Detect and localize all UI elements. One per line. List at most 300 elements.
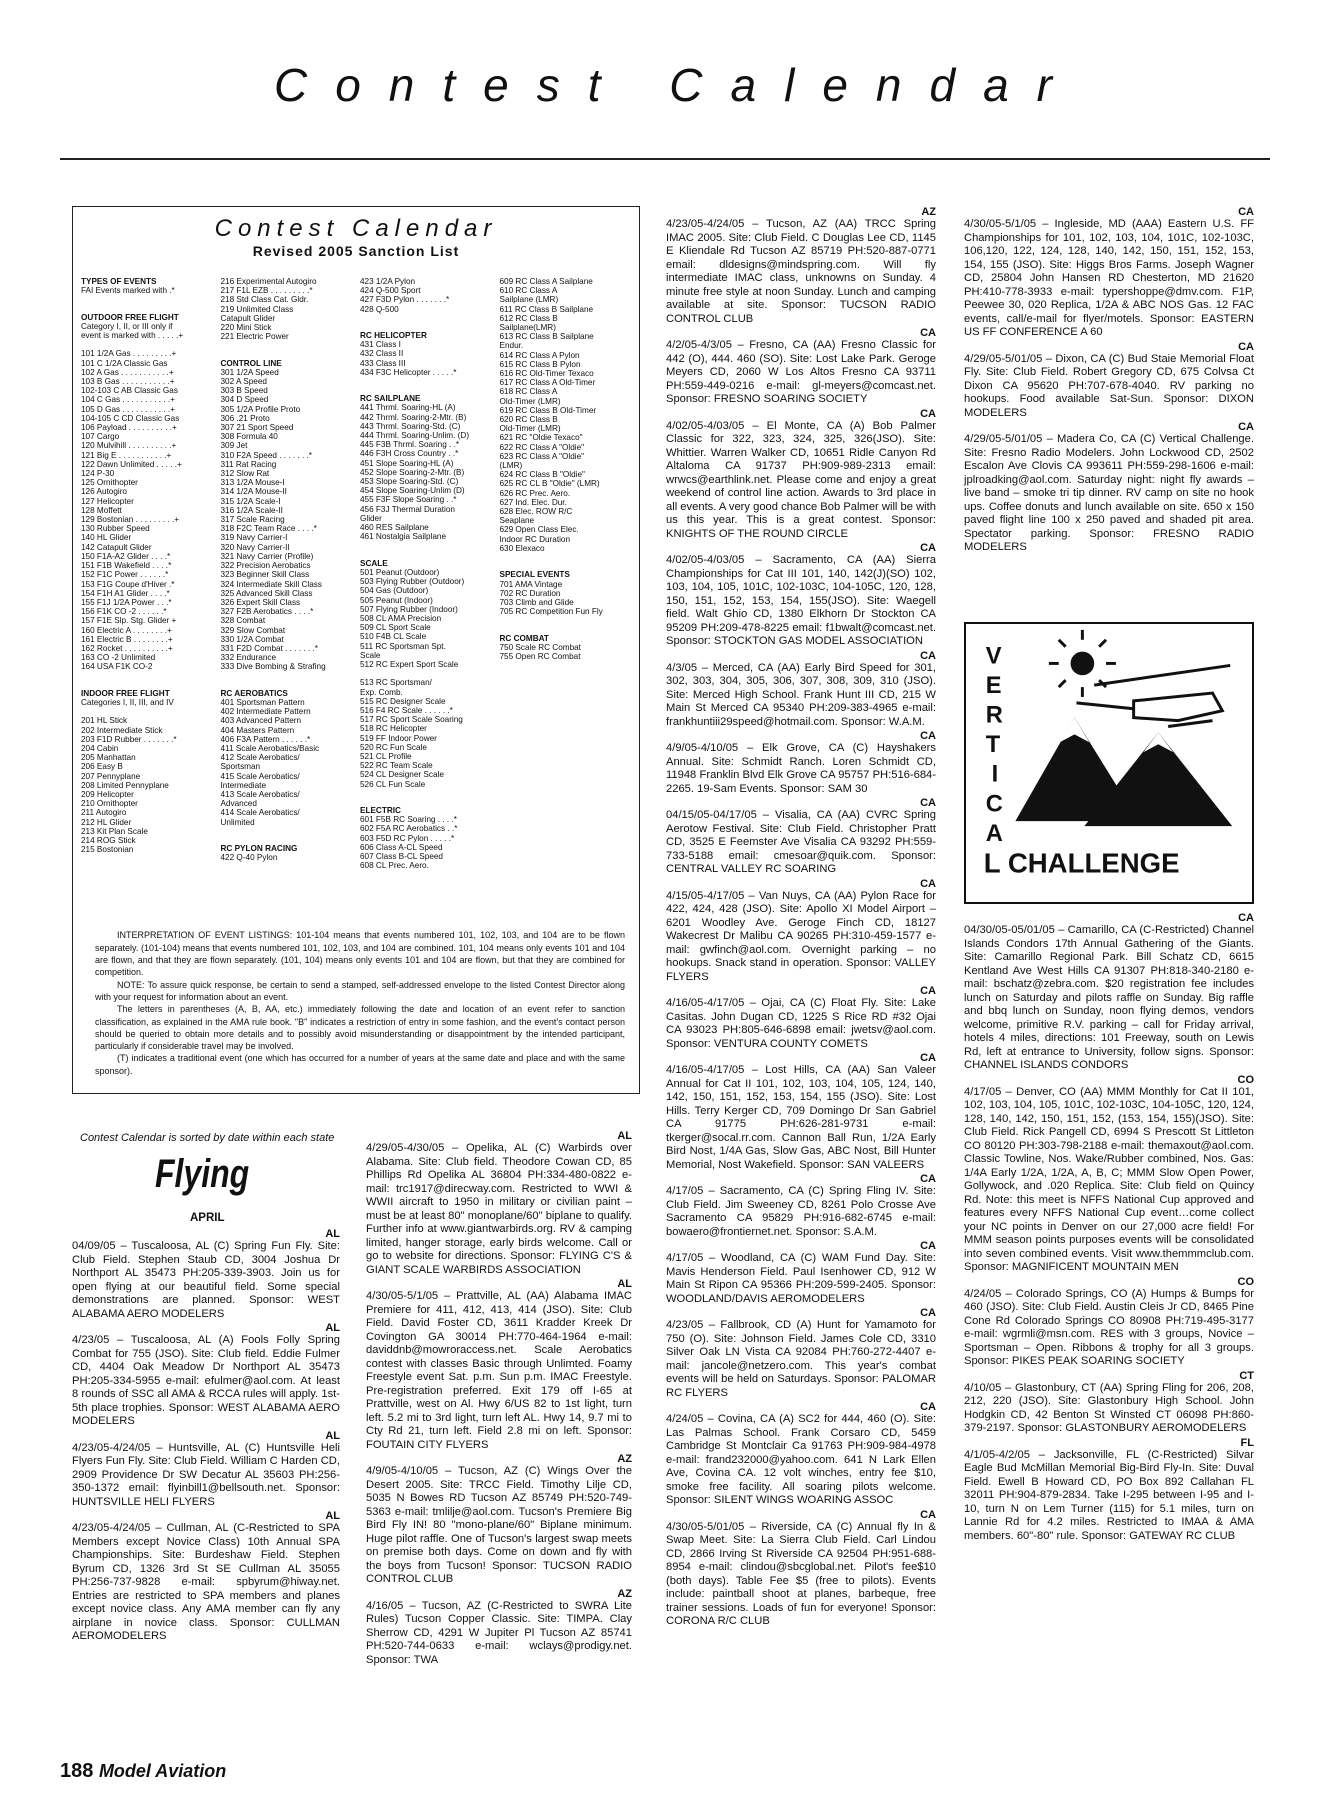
sanction-line: Categories I, II, III, and IV xyxy=(81,697,174,707)
event-listing xyxy=(366,1278,632,1452)
sanction-line: 305 1/2A Profile Proto xyxy=(220,404,301,414)
sanction-line xyxy=(360,541,492,550)
event-listing xyxy=(666,1240,936,1306)
sanction-line: 701 AMA Vintage xyxy=(499,579,563,589)
event-text: 4/29/05-5/01/05 – Madera Co, CA (C) Vertical Challenge. Site: Fresno Radio Modelers. John Lockwood CD, 2502 Escalon Ave Clovis CA 993611 PH:559-298-1606 e-mail: jplroadking@aol.com. Saturday night: night fly awards – live band – smoke tri tip dinner. RV camp on site no hook ups. Coffee donuts and lunch available on site. 650 x 150 paved flight line 100 x 250 paved and shaded pit area. Spectator parking. Sponsor: FRESNO RADIO MODELERS xyxy=(964,433,1254,553)
month-heading: APRIL xyxy=(190,1212,225,1224)
sanction-line: 319 Navy Carrier-I xyxy=(220,533,288,543)
state-code: CA xyxy=(920,797,936,809)
sanction-line: 501 Peanut (Outdoor) xyxy=(360,567,440,577)
sanction-line: 630 Elexaco xyxy=(499,543,545,553)
event-listing xyxy=(666,1307,936,1400)
state-code: CA xyxy=(920,1052,936,1064)
sanction-line: 164 USA F1K CO-2 xyxy=(81,662,153,672)
sanction-line: 627 Ind. Elec. Dur. xyxy=(499,497,567,507)
sanction-line: 415 Scale Aerobatics/ xyxy=(220,771,300,781)
sanction-line: 129 Bostonian . . . . . . . . .+ xyxy=(81,515,180,525)
sanction-line: 154 F1H A1 Glider . . . .* xyxy=(81,588,170,598)
sanction-line: 306 .21 Proto xyxy=(220,413,270,423)
event-listing xyxy=(666,408,936,542)
interpretation-notes xyxy=(95,929,625,1077)
event-text: 4/10/05 – Glastonbury, CT (AA) Spring Fling for 206, 208, 212, 220 (JSO). Site: Glastonbury High School. John Hodgkin CD, 42 Benton St Winsted CT 06098 PH:860-379-2197. Sponsor: GLASTONBURY AEROMODELERS xyxy=(964,1381,1254,1434)
state-code: CA xyxy=(1238,912,1254,924)
sanction-line: 401 Sportsman Pattern xyxy=(220,697,305,707)
state-code: AL xyxy=(325,1228,340,1240)
sanction-line: 414 Scale Aerobatics/ xyxy=(220,808,300,818)
sanction-line: INDOOR FREE FLIGHT xyxy=(81,688,170,698)
sanction-line: 203 F1D Rubber . . . . . . .* xyxy=(81,734,177,744)
sanction-line: 628 Elec. ROW R/C xyxy=(499,507,573,517)
event-listing xyxy=(964,341,1254,421)
sanction-line: RC PYLON RACING xyxy=(220,843,298,853)
sanction-line: 213 Kit Plan Scale xyxy=(81,826,148,836)
sanction-line: Old-Timer (LMR) xyxy=(499,396,561,406)
sanction-line: 452 Slope Soaring-2-Mtr. (B) xyxy=(360,467,465,477)
sanction-title: Contest Calendar xyxy=(214,215,498,242)
sanction-line: RC HELICOPTER xyxy=(360,331,427,341)
sanction-line xyxy=(360,377,492,386)
traditional-paragraph: (T) indicates a traditional event (one which has occurred for a number of years at the same date and place and with the same sponsor). xyxy=(95,1053,625,1076)
sanction-line: SCALE xyxy=(360,558,388,568)
sanction-line: Seaplane xyxy=(499,516,535,526)
event-listing xyxy=(666,542,936,649)
sanction-line: 623 RC Class A "Oldie" xyxy=(499,451,585,461)
event-text: 4/23/05 – Tuscaloosa, AL (A) Fools Folly Spring Combat for 755 (JSO). Site: Club field. Eddie Fulmer CD, 4404 Oak Meadow Dr Northport AL 35473 PH:205-334-5955 e-mail: efulmer@aol.com. At least 8 rounds of SSC all AMA & RCCA rules will apply. 1st-5th place trophies. Sponsor: WEST ALABAMA AERO MODELERS xyxy=(72,1334,340,1427)
sanction-line xyxy=(81,707,213,716)
event-listing xyxy=(964,1437,1254,1544)
page-header-title: Contest Calendar xyxy=(274,59,1080,111)
sanction-line: Exp. Comb. xyxy=(360,687,403,697)
sanction-line: 329 Slow Combat xyxy=(220,625,286,635)
event-listing xyxy=(666,1401,936,1508)
event-text: 4/16/05-4/17/05 – Lost Hills, CA (AA) San Valeer Annual for Cat II 101, 102, 103, 104, 105, 124, 140, 142, 150, 151, 152, 153, 154, 155 (JSO). Site: Lost Hills. Terry Kerger CD, 709 Domingo Dr San Gabriel CA 91775 PH:626-281-9731 e-mail: tkerger@socal.rr.com. Cannon Ball Run, 1/2A Early Bird Nost, 1/4A Gas, Slow Gas, ABC Nost, Bill Hunter Memorial, Nost Wakefield. Sponsor: SAN VALEERS xyxy=(666,1064,936,1171)
event-text: 4/23/05-4/24/05 – Huntsville, AL (C) Huntsville Heli Flyers Fun Fly. Site: Club Field. William C Harden CD, 2909 Providence Dr SW Decatur AL 35603 PH:256-350-1372 email: flyinbill1@bellsouth.net. Sponsor: HUNTSVILLE HELI FLYERS xyxy=(72,1441,340,1508)
sanction-line: 127 Helicopter xyxy=(81,496,134,506)
sanction-line: 518 RC Helicopter xyxy=(360,724,427,734)
sanction-line: 508 CL AMA Precision xyxy=(360,613,442,623)
sanction-line: 431 Class I xyxy=(360,340,401,350)
event-text: 4/1/05-4/2/05 – Jacksonville, FL (C-Restricted) Silvar Eagle Bud McMillan Memorial Big-Bird Fly-In. Site: Duval Field. Ewell B Howard CD, PO Box 892 Callahan FL 32011 PH:904-879-2834. Take I-295 between I-95 and I-10, turn N on Lem Turner (115) for 5.1 miles, turn on Lannie Rd for 4.2 miles. Restricted to IMAA & AMA members. 60"-80" rule. Sponsor: GATEWAY RC CLUB xyxy=(964,1448,1254,1542)
sanction-line: 208 Limited Pennyplane xyxy=(81,780,169,790)
sanction-line: Indoor RC Duration xyxy=(499,534,571,544)
sanction-line: 105 D Gas . . . . . . . . . . .+ xyxy=(81,404,175,414)
sanction-line: 150 F1A-A2 Glider . . . .* xyxy=(81,551,171,561)
event-listing xyxy=(366,1453,632,1587)
event-listing xyxy=(964,421,1254,555)
sanction-line: 202 Intermediate Stick xyxy=(81,725,163,735)
sanction-line: 526 CL Fun Scale xyxy=(360,779,426,789)
sanction-line: Catapult Glider xyxy=(220,313,276,323)
sanction-line: 411 Scale Aerobatics/Basic xyxy=(220,743,320,753)
sanction-line: 619 RC Class B Old-Timer xyxy=(499,405,597,415)
sanction-line: 406 F3A Pattern . . . . . .* xyxy=(220,734,311,744)
event-listing xyxy=(666,730,936,796)
state-code: CA xyxy=(920,985,936,997)
state-code: CA xyxy=(920,1401,936,1413)
sanction-line: 124 P-30 xyxy=(81,469,115,479)
event-listing xyxy=(666,797,936,877)
sanction-line: 613 RC Class B Sailplane xyxy=(499,332,594,342)
sanction-line: Unlimited xyxy=(220,817,255,827)
sanction-line: CONTROL LINE xyxy=(220,358,282,368)
state-code: AZ xyxy=(617,1453,632,1465)
sanction-line: 163 CO -2 Unlimited xyxy=(81,653,156,663)
sanction-line: 455 F3F Slope Soaring . .* xyxy=(360,495,457,505)
sanction-line: FAI Events marked with .* xyxy=(81,286,175,296)
sanction-line: 750 Scale RC Combat xyxy=(499,642,581,652)
state-code: CA xyxy=(1238,421,1254,433)
sorted-note: Contest Calendar is sorted by date within each state xyxy=(80,1132,335,1144)
sanction-line: 404 Masters Pattern xyxy=(220,725,295,735)
sanction-line: 311 Rat Racing xyxy=(220,459,277,469)
sanction-line: 413 Scale Aerobatics/ xyxy=(220,789,300,799)
sanction-line: 219 Unlimited Class xyxy=(220,304,294,314)
sanction-line: 332 Endurance xyxy=(220,653,277,663)
sanction-line: 456 F3J Thermal Duration xyxy=(360,504,455,514)
sanction-line: ELECTRIC xyxy=(360,805,401,815)
sanction-line: 204 Cabin xyxy=(81,743,119,753)
sanction-line: 423 1/2A Pylon xyxy=(360,277,416,286)
sanction-line: 101 1/2A Gas . . . . . . . . .+ xyxy=(81,349,177,359)
sanction-line: 160 Electric A . . . . . . . .+ xyxy=(81,625,172,635)
event-listing xyxy=(666,985,936,1051)
sanction-line: 142 Catapult Glider xyxy=(81,542,152,552)
column-1 xyxy=(72,1228,340,1645)
sanction-line: 610 RC Class A xyxy=(499,286,558,296)
sanction-line: 424 Q-500 Sport xyxy=(360,286,421,296)
state-code: AZ xyxy=(617,1587,632,1600)
sanction-line: 217 F1L EZB . . . . . . . . .* xyxy=(220,286,313,296)
sanction-line: 323 Beginner Skill Class xyxy=(220,570,310,580)
sanction-line: 412 Scale Aerobatics/ xyxy=(220,753,300,763)
sanction-line: 125 Ornithopter xyxy=(81,478,138,488)
sanction-line: 521 CL Profile xyxy=(360,751,412,761)
state-code: CA xyxy=(920,407,936,420)
event-text: 4/29/05-4/30/05 – Opelika, AL (C) Warbirds over Alabama. Site: Club field. Theodore Cowan CD, 85 Phillips Rd Opelika AL 36804 PH:334-480-0822 e-mail: trc1917@direcway.com. Restricted to WWI & WWII aircraft to 1950 in military or civilian paint – must be at least 80" monoplane/60" biplane to qualify. Further info at www.giantwarbirds.org. RV & camping limited, hanger storage, early birds welcome. Call or go to website for directions. Sponsor: FLYING C'S & GIANT SCALE WARBIRDS ASSOCIATION xyxy=(366,1142,632,1276)
sanction-line: 107 Cargo xyxy=(81,432,120,442)
sanction-line: Intermediate xyxy=(220,780,267,790)
sanction-line: 617 RC Class A Old-Timer xyxy=(499,378,596,388)
sanction-line: 422 Q-40 Pylon xyxy=(220,853,278,863)
sanction-line xyxy=(221,827,353,836)
column-3 xyxy=(666,206,936,1630)
vertical-challenge-ad xyxy=(964,622,1254,904)
sanction-line: (LMR) xyxy=(499,461,523,471)
sanction-line: 104 C Gas . . . . . . . . . . .+ xyxy=(81,395,175,405)
state-code: CA xyxy=(920,1508,936,1521)
sanction-line: 512 RC Expert Sport Scale xyxy=(360,659,459,669)
sanction-line: 522 RC Team Scale xyxy=(360,761,433,771)
sanction-line: 301 1/2A Speed xyxy=(220,367,279,377)
sanction-line: 624 RC Class B "Oldie" xyxy=(499,470,585,480)
sanction-line: 207 Pennyplane xyxy=(81,771,141,781)
sanction-line: 507 Flying Rubber (Indoor) xyxy=(360,604,458,614)
sanction-line: 310 F2A Speed . . . . . . .* xyxy=(220,450,312,460)
event-text: 4/17/05 – Denver, CO (AA) MMM Monthly for Cat II 101, 102, 103, 104, 105, 101C, 102-103C, 104-105C, 120, 124, 128, 140, 142, 150, 151, 152, (153, 154, 155)(JSO). Site: Club Field. Rick Pangell CD, 6994 S Prescott St Littleton CO 80120 PH:303-798-2188 e-mail: themaxout@aol.com. Classic Towline, Nos. Wake/Rubber combined, Nos. Gas: 1/4A Early 1/2A, 1/2A, A, B, C; MMM Slow Open Power, Gollywock, and .020 Replica. Site: Club field on Quincy Rd. Note: this meet is NFFS National Cup approved and features every NFFS National Cup event…come collect your NC points in Denver on our 27,000 acre field! For MMM season points purposes events will be consolidated into seven combined events. Visit www.themmmclub.com. Sponsor: MAGNIFICENT MOUNTAIN MEN xyxy=(964,1085,1254,1273)
event-listing xyxy=(72,1322,340,1429)
sanction-line: Old-Timer (LMR) xyxy=(499,424,561,434)
sanction-line: 443 Thrml. Soaring-Std. (C) xyxy=(360,421,461,431)
event-listing xyxy=(964,1074,1254,1275)
page-number: 188 xyxy=(60,1760,94,1782)
sanction-line: 403 Advanced Pattern xyxy=(220,716,302,726)
event-text: 4/24/05 – Colorado Springs, CO (A) Humps & Bumps for 460 (JSO). Site: Club Field. Austin Cleis Jr CD, 8465 Pine Cone Rd Colorado Springs CO 80908 PH:719-495-3177 e-mail: wgrmli@msn.com. RES with 3 groups, Novice – Sportsman – Open. Ribbons & trophy for all 3 groups. Sponsor: PIKES PEAK SOARING SOCIETY xyxy=(964,1287,1254,1367)
state-code: CA xyxy=(920,542,936,554)
state-code: CA xyxy=(920,877,936,890)
event-text: 04/09/05 – Tuscaloosa, AL (C) Spring Fun Fly. Site: Club Field. Stephen Staub CD, 3004 Joshua Dr Northport AL 35473 PH:205-339-3903. Join us for open flying at our beautiful field. Some special demonstrations are planned. Sponsor: WEST ALABAMA AERO MODELERS xyxy=(72,1240,340,1320)
event-listing xyxy=(964,912,1254,1073)
sanction-column-3 xyxy=(360,277,492,870)
sanction-line: RC COMBAT xyxy=(499,633,549,643)
sanction-line: 755 Open RC Combat xyxy=(499,651,581,661)
sanction-line: 504 Gas (Outdoor) xyxy=(360,586,429,596)
svg-text:R: R xyxy=(985,702,1003,729)
sanction-line xyxy=(81,672,213,681)
sanction-line: 625 RC CL B "Oldie" (LMR) xyxy=(499,479,600,489)
sanction-line: 331 F2D Combat . . . . . . .* xyxy=(220,643,318,653)
sanction-line: 122 Dawn Unlimited . . . . .+ xyxy=(81,459,182,469)
challenge-text: L CHALLENGE xyxy=(983,847,1180,879)
sanction-line: 445 F3B Thrml. Soaring . .* xyxy=(360,440,460,450)
sanction-line: 446 F3H Cross Country . .* xyxy=(360,449,459,459)
sanction-line: Scale xyxy=(360,650,381,660)
sanction-line: 622 RC Class A "Oldie" xyxy=(499,442,585,452)
svg-text:A: A xyxy=(985,820,1003,847)
sanction-line: 629 Open Class Elec. xyxy=(499,525,579,535)
sanction-line: 210 Ornithopter xyxy=(81,799,138,809)
event-text: 4/17/05 – Sacramento, CA (C) Spring Fling IV. Site: Club Field. Jim Sweeney CD, 8261 Polo Crosse Ave Sacramento CA 95829 PH:916-682-6745 e-mail: bowaero@frontiernet.net. Sponsor: S.A.M. xyxy=(666,1185,936,1238)
sanction-line: 442 Thrml. Soaring-2-Mtr. (B) xyxy=(360,412,467,422)
state-code: AL xyxy=(325,1429,340,1442)
sanction-line: 218 Std Class Cat. Gldr. xyxy=(220,295,309,305)
page-footer xyxy=(60,1760,226,1783)
sanction-line: 316 1/2A Scale-II xyxy=(220,505,283,515)
sanction-line: 307 21 Sport Speed xyxy=(220,423,294,433)
sanction-line: 206 Easy B xyxy=(81,762,123,772)
sanction-line: 102-103 C AB Classic Gas xyxy=(81,386,178,396)
state-code: AZ xyxy=(921,206,936,218)
sanction-line: 161 Electric B . . . . . . . .+ xyxy=(81,634,173,644)
sanction-line: 608 CL Prec. Aero. xyxy=(360,861,429,871)
event-listing xyxy=(666,650,936,730)
vertical-challenge-logo xyxy=(966,624,1252,902)
sanction-line: 602 F5A RC Aerobatics . .* xyxy=(360,824,458,834)
sanction-line: TYPES OF EVENTS xyxy=(81,277,157,286)
sanction-line: 517 RC Sport Scale Soaring xyxy=(360,715,463,725)
sanction-line: 312 Slow Rat xyxy=(220,469,270,479)
sanction-line: OUTDOOR FREE FLIGHT xyxy=(81,312,179,322)
sanction-line: 434 F3C Helicopter . . . . .* xyxy=(360,367,457,377)
sanction-line: SPECIAL EVENTS xyxy=(499,570,570,580)
sanction-line: 427 F3D Pylon . . . . . . .* xyxy=(360,295,450,305)
sanction-line: 309 Jet xyxy=(220,441,248,451)
sanction-line: 314 1/2A Mouse-II xyxy=(220,487,287,497)
sanction-line: 333 Dive Bombing & Strafing xyxy=(220,662,326,672)
sanction-line: 324 Intermediate Skill Class xyxy=(220,579,322,589)
sanction-line: 441 Thrml. Soaring-HL (A) xyxy=(360,403,456,413)
event-listing xyxy=(964,206,1254,340)
event-listing xyxy=(72,1228,340,1321)
sanction-line: 313 1/2A Mouse-I xyxy=(220,478,285,488)
event-text: 4/02/05-4/03/05 – Sacramento, CA (AA) Sierra Championships for Cat III 101, 140, 142(J)(SO) 102, 103, 104, 105, 101C, 102-103C, 104-105C, 120, 128, 150, 151, 152, 153, 154, 155(JSO). Site: Waegell field. Walt Ghio CD, 1380 Elkhorn Dr Stockton CA 95209 PH:209-478-8225 email: f1bwalt@comcast.net. Sponsor: STOCKTON GAS MODEL ASSOCIATION xyxy=(666,554,936,647)
sanction-column-2 xyxy=(221,277,353,870)
sanction-line: 303 B Speed xyxy=(220,386,268,396)
state-code: CO xyxy=(1237,1275,1254,1288)
sanction-line: 505 Peanut (Indoor) xyxy=(360,595,433,605)
sanction-line: Category I, II, or III only if xyxy=(81,321,173,331)
note-paragraph: NOTE: To assure quick response, be certain to send a stamped, self-addressed envelope to the listed Contest Director along with your request for information about an event. xyxy=(95,979,625,1002)
event-listing xyxy=(72,1510,340,1644)
event-text: 4/02/05-4/03/05 – El Monte, CA (A) Bob Palmer Classic for 322, 323, 324, 325, 326(JSO). Site: Whittier. Warren Walker CD, 10651 Ridle Canyon Rd Altaloma CA 91737 PH:909-989-2313 email: wrwcs@earthlink.net. Please come and enjoy a great weekend of control line action. Awards to 3rd place in all events. A very good chance Bob Palmer will be with us this year. This is a great contest. Sponsor: KNIGHTS OF THE ROUND CIRCLE xyxy=(666,419,936,540)
sanction-column-4 xyxy=(500,277,632,870)
event-listing xyxy=(366,1588,632,1668)
sanction-line: RC AEROBATICS xyxy=(220,688,288,698)
event-text: 4/23/05-4/24/05 – Cullman, AL (C-Restricted to SPA Members except Novice Class) 10th Annual SPA Championships. Site: Burdeshaw Field. Stephen Byrum CD, 1326 3rd St SE Cullman AL 35055 PH:256-737-9828 e-mail: spbyrum@hiway.net. Entries are restricted to SPA members and planes except novice class. Any AMA member can fly any airplane in novice class. Sponsor: CULLMAN AEROMODELERS xyxy=(72,1522,340,1642)
sanction-line: 601 F5B RC Soaring . . . .* xyxy=(360,815,457,825)
sanction-line: 106 Payload . . . . . . . . . .+ xyxy=(81,423,177,433)
sanction-line xyxy=(500,553,632,562)
event-text: 4/9/05-4/10/05 – Tucson, AZ (C) Wings Over the Desert 2005. Site: TRCC Field. Timothy Lilje CD, 5035 N Bowes RD Tucson AZ 85749 PH:520-749-5363 e-mail: tmlilje@aol.com. Tucson's Premiere Big Bird Fly IN! 80 "mono-plane/60" Biplane minimum. Huge pilot raffle. One of Tucson's largest swap meets on premise both days. Come on down and fly with the boys from Tucson! Sponsor: TUCSON RADIO CONTROL CLUB xyxy=(366,1465,632,1585)
svg-text:E: E xyxy=(985,673,1002,700)
event-text: 4/2/05-4/3/05 – Fresno, CA (AA) Fresno Classic for 442 (O), 444. 460 (SO). Site: Lost Lake Park. Geroge Meyers CD, 2060 W Los Altos Fresno CA 93711 PH:559-449-0216 e-mail: gl-meyers@comcast.net. Sponsor: FRESNO SOARING SOCIETY xyxy=(666,339,936,405)
sanction-line: 612 RC Class B xyxy=(499,313,558,323)
sanction-column-1 xyxy=(81,277,213,870)
vertical-letters xyxy=(986,643,1003,846)
event-text: 4/24/05 – Covina, CA (A) SC2 for 444, 460 (O). Site: Las Palmas School. Frank Corsaro CD, 5459 Cambridge St Montclair Ca 91763 PH:909-984-4978 e-mail: frand232000@yahoo.com. 641 N Lark Ellen Ave, Covina CA. 12 volt winches, entry fee $10, smoke free facility. All soaring pilots welcome. Sponsor: SILENT WINGS WOARING ASSOC xyxy=(666,1413,936,1506)
sanction-line: 327 F2B Aerobatics . . . .* xyxy=(220,607,314,617)
sanction-line: 152 F1C Power . . . . . .* xyxy=(81,570,169,580)
event-text: 4/23/05 – Fallbrook, CD (A) Hunt for Yamamoto for 750 (O). Site: Johnson Field. James Cole CD, 3310 Silver Oak LN Vista CA 92084 PH:760-272-4407 e-mail: jancole@netzero.com. This year's combat events will be held on Saturdays. Sponsor: PALOMAR RC FLYERS xyxy=(666,1319,936,1399)
header-rule xyxy=(60,158,1270,160)
sanction-line: 615 RC Class B Pylon xyxy=(499,359,581,369)
event-listing xyxy=(666,1509,936,1629)
sanction-line: 702 RC Duration xyxy=(499,588,561,598)
sanction-line: Sailplane (LMR) xyxy=(499,295,559,305)
sanction-line xyxy=(221,341,353,350)
sanction-line: 705 RC Competition Fun Fly xyxy=(499,607,603,617)
sanction-line: 302 A Speed xyxy=(220,377,267,387)
event-text: 4/16/05-4/17/05 – Ojai, CA (C) Float Fly. Site: Lake Casitas. John Dugan CD, 1225 S Rice RD #32 Ojai CA 93023 PH:805-646-6898 email: jwetsv@aol.com. Sponsor: VENTURA COUNTY COMETS xyxy=(666,997,936,1050)
event-listing xyxy=(666,878,936,985)
sanction-line: 402 Intermediate Pattern xyxy=(220,707,311,717)
event-listing xyxy=(964,1370,1254,1436)
event-text: 4/15/05-4/17/05 – Van Nuys, CA (AA) Pylon Race for 422, 424, 428 (JSO). Site: Apollo XI Model Airport – 6201 Woodley Ave. Geroge Finch CD, 18127 Wakecrest Dr Malibu CA 90265 PH:310-459-1577 e-mail: gwfinch@aol.com. Overnight parking – no hookups. Snack stand in operation. Sponsor: VALLEY FLYERS xyxy=(666,889,936,983)
event-listing xyxy=(666,206,936,326)
sanction-line: 428 Q-500 xyxy=(360,304,399,314)
sanction-line: 620 RC Class B xyxy=(499,415,558,425)
sanction-line: 515 RC Designer Scale xyxy=(360,696,446,706)
sanction-line: 509 CL Sport Scale xyxy=(360,623,431,633)
sanction-line: 220 Mini Stick xyxy=(220,323,272,333)
sanction-line: 128 Moffett xyxy=(81,505,122,515)
sanction-line: 461 Nostalgia Sailplane xyxy=(360,532,447,542)
sanction-line: 322 Precision Aerobatics xyxy=(220,561,311,571)
sanction-line: 510 F4B CL Scale xyxy=(360,632,427,642)
svg-text:V: V xyxy=(985,643,1002,670)
sanction-line: 121 Big E . . . . . . . . . . .+ xyxy=(81,450,172,460)
event-listing xyxy=(72,1430,340,1510)
event-listing xyxy=(666,1052,936,1172)
sanction-line: Sailplane(LMR) xyxy=(499,323,556,333)
sanction-line: 444 Thrml. Soaring-Unlim. (D) xyxy=(360,431,470,441)
svg-text:T: T xyxy=(985,732,1001,759)
sanction-line: 609 RC Class A Sailplane xyxy=(499,277,593,286)
sanction-line: 520 RC Fun Scale xyxy=(360,742,427,752)
sanction-line: RC SAILPLANE xyxy=(360,394,421,404)
state-code: CA xyxy=(920,1307,936,1319)
state-code: CT xyxy=(1239,1369,1254,1382)
sanction-line: 308 Formula 40 xyxy=(220,432,278,442)
interpretation-paragraph: INTERPRETATION OF EVENT LISTINGS: 101-104 means that events numbered 101, 102, 103, and 104 are to be flown separately. (101-104) means that events numbered 101, 102, 103, and 104 are combined. 101, 104 means only events 101 and 104 are flown, and that they are flown separately. (101, 104) means only events 101 and 104 are flown, but that they are combined for competition. xyxy=(95,930,625,978)
sanction-line xyxy=(221,672,353,681)
sanction-line: 511 RC Sportsman Spt. xyxy=(360,641,446,651)
event-text: 4/29/05-5/01/05 – Dixon, CA (C) Bud Staie Memorial Float Fly. Site: Club Field. Robert Gregory CD, 675 Colvsa Ct Dixon CA 95620 PH:707-678-4040. RV parking no hookups. Food available Sat-Sun. Sponsor: DIXON MODELERS xyxy=(964,352,1254,419)
sanction-line: 157 F1E Slp. Stg. Glider + xyxy=(81,616,177,626)
event-listing xyxy=(666,327,936,407)
sanction-line: 607 Class B-CL Speed xyxy=(360,851,443,861)
sanction-line: 126 Autogiro xyxy=(81,487,127,497)
sanction-line: 618 RC Class A xyxy=(499,387,558,397)
sanction-line: 201 HL Stick xyxy=(81,716,128,726)
state-code: CA xyxy=(920,730,936,742)
magazine-name: Model Aviation xyxy=(98,1761,227,1781)
state-code: CA xyxy=(1238,340,1254,353)
event-text: 4/30/05-5/01/05 – Riverside, CA (C) Annual fly In & Swap Meet. Site: La Sierra Club Field. Carl Lindou CD, 2866 Irving St Riverside CA 92504 PH:951-688-8954 e-mail: clindou@sbcglobal.net. Pilot's fee$10 (both days). Table Fee $5 (free to pilots). Events include: paintball shoot at planes, barbeque, free trainer sessions. Loads of fun for everyone! Sponsor: CORONA R/C CLUB xyxy=(666,1520,936,1627)
sanction-line: 454 Slope Soaring-Unlim (D) xyxy=(360,486,465,496)
sanction-line: 104-105 C CD Classic Gas xyxy=(81,413,180,423)
sanction-line: 703 Climb and Glide xyxy=(499,597,574,607)
state-code: CO xyxy=(1237,1073,1254,1086)
sanction-line: 153 F1G Coupe d'Hiver .* xyxy=(81,579,175,589)
sanction-line: 215 Bostonian xyxy=(81,845,134,855)
sanction-line: 155 F1J 1/2A Power . . .* xyxy=(81,597,172,607)
column-5 xyxy=(964,912,1254,1544)
column-4 xyxy=(964,206,1254,556)
sanction-line: 205 Manhattan xyxy=(81,753,136,763)
sanction-line: 519 FF Indoor Power xyxy=(360,733,437,743)
sanction-line: 221 Electric Power xyxy=(220,332,289,342)
sanction-line: 330 1/2A Combat xyxy=(220,634,284,644)
sanction-line: 524 CL Designer Scale xyxy=(360,770,444,780)
sanction-line: 318 F2C Team Race . . . .* xyxy=(220,524,317,534)
sanction-line: Advanced xyxy=(220,799,257,809)
state-code: CA xyxy=(920,649,936,662)
event-text: 4/16/05 – Tucson, AZ (C-Restricted to SWRA Lite Rules) Tucson Copper Classic. Site: TIMPA. Clay Sherrow CD, 4291 W Jupiter Pl Tucson AZ 85741 PH:520-744-0633 e-mail: wclays@prodigy.net. Sponsor: TWA xyxy=(366,1599,632,1666)
svg-text:I: I xyxy=(991,761,999,788)
sanction-line xyxy=(360,314,492,323)
sanction-line: 317 Scale Racing xyxy=(220,515,285,525)
sanction-subtitle: Revised 2005 Sanction List xyxy=(252,243,460,259)
sanction-line: 433 Class III xyxy=(360,358,406,368)
sanction-line xyxy=(360,789,492,798)
sanction-line: 151 F1B Wakefield . . . .* xyxy=(81,561,172,571)
sanction-line: 102 A Gas . . . . . . . . . . .+ xyxy=(81,367,174,377)
sanction-line: 432 Class II xyxy=(360,349,404,359)
sanction-line: 162 Rocket . . . . . . . . . .+ xyxy=(81,643,173,653)
sanction-line: 453 Slope Soaring-Std. (C) xyxy=(360,477,459,487)
sanction-line: 516 F4 RC Scale . . . . . .* xyxy=(360,705,453,715)
state-code: AL xyxy=(325,1322,340,1334)
state-code: FL xyxy=(1240,1436,1254,1449)
state-code: CA xyxy=(1238,206,1254,218)
event-text: 4/3/05 – Merced, CA (AA) Early Bird Speed for 301, 302, 303, 304, 305, 306, 307, 308, 309, 310 (JSO). Site: Merced High School. Frank Hunt III CD, 215 W Main St Merced CA 95340 PH:209-383-4965 e-mail: frankhuntiii29speed@hotmail.com. Sponsor: W.A.M. xyxy=(666,661,936,728)
sanction-line: 103 B Gas . . . . . . . . . . .+ xyxy=(81,377,175,387)
letters-paragraph: The letters in parentheses (A, B, AA, etc.) immediately following the date and location of an event refer to sanction classification, as explained in the AMA rule book. "B" indicates a restriction of entry in some fashion, and the event's contact person should be queried to obtain more details and to possibly avoid misunderstanding or disappointment by the intended participant, particularly if considerable travel may be involved. xyxy=(95,1004,625,1052)
event-text: 4/23/05-4/24/05 – Tucson, AZ (AA) TRCC Spring IMAC 2005. Site: Club Field. C Douglas Lee CD, 1145 E Kliendale Rd Tucson AZ 85719 PH:520-887-0771 email: dldesigns@mindspring.com. Will fly intermediate IMAC class, unknowns on Sunday. 4 minute free style at noon Sunday. Lunch and camping available at site. Sponsor: TUCSON RADIO CONTROL CLUB xyxy=(666,218,936,325)
state-code: CA xyxy=(920,327,936,339)
sanction-line: 214 ROG Stick xyxy=(81,835,136,845)
sanction-line: 603 F5D RC Pylon . . . . .* xyxy=(360,833,455,843)
